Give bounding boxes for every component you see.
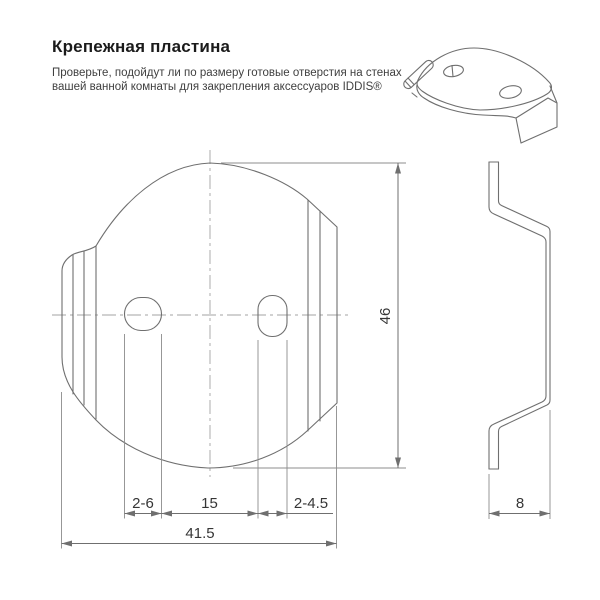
dim-label-spacing: 15 (201, 495, 218, 512)
dim-label-height: 46 (377, 307, 394, 325)
plate-3d-left-slot-divider (452, 66, 453, 77)
side-view (489, 162, 550, 519)
plate-3d-pin-rib-1 (408, 78, 414, 85)
perspective-view (402, 48, 557, 143)
dim-label-width: 41.5 (185, 525, 215, 542)
dim-label-right-slot: 2-4.5 (293, 495, 329, 512)
plate-3d-pin-base (412, 93, 417, 97)
plate-3d-pin-rib-2 (405, 81, 411, 88)
side-profile-outer (489, 162, 546, 469)
plate-3d-flange (516, 98, 557, 143)
subtitle-line-1: Проверьте, подойдут ли по размеру готовые отверстия на стенах (52, 67, 402, 79)
plate-3d-top-face (417, 48, 551, 110)
dim-label-depth: 8 (515, 495, 525, 512)
right-slot-hole (258, 296, 287, 337)
left-slot-hole (125, 298, 162, 331)
side-profile-inner (499, 162, 551, 469)
plate-3d-pin (402, 59, 435, 91)
plate-3d-right-slot (498, 84, 522, 100)
subtitle-line-2: вашей ванной комнаты для закрепления аксессуаров IDDIS® (52, 80, 382, 93)
front-view (52, 150, 406, 549)
plate-outline (62, 163, 337, 468)
page-title: Крепежная пластина (52, 37, 231, 56)
dim-label-left-slot: 2-6 (132, 495, 154, 512)
